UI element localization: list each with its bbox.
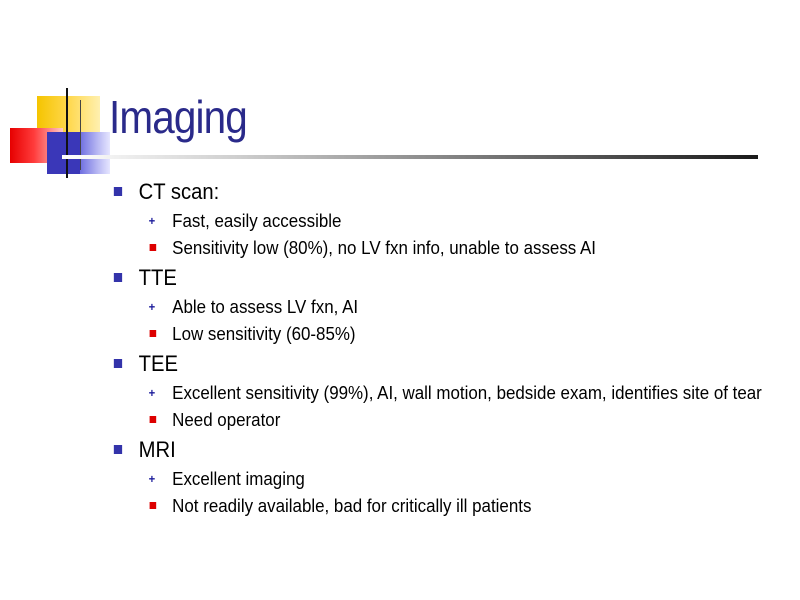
list-item-text: Not readily available, bad for critically ill patients bbox=[172, 496, 532, 516]
red-square-bullet-icon bbox=[150, 330, 157, 337]
plus-bullet-icon: + bbox=[148, 214, 156, 228]
plus-bullet-icon: + bbox=[148, 386, 156, 400]
blue-square-bullet-icon bbox=[114, 445, 122, 454]
red-square-bullet-icon bbox=[150, 502, 157, 509]
section-heading-text: TTE bbox=[138, 265, 177, 290]
blue-square-bullet-icon bbox=[114, 359, 122, 368]
decorative-lightblue-block bbox=[80, 132, 110, 174]
list-item-text: Excellent sensitivity (99%), AI, wall motion, bedside exam, identifies site of tear bbox=[172, 383, 762, 403]
list-item bbox=[112, 210, 751, 232]
decorative-blue-block bbox=[47, 132, 80, 174]
list-item-text: Sensitivity low (80%), no LV fxn info, unable to assess AI bbox=[172, 238, 597, 258]
list-item bbox=[112, 409, 751, 431]
list-item bbox=[112, 382, 762, 404]
title-underline bbox=[62, 155, 758, 159]
blue-square-bullet-icon bbox=[114, 187, 122, 196]
decorative-vertical-line-thin bbox=[80, 100, 81, 170]
list-item bbox=[112, 495, 751, 517]
blue-square-bullet-icon bbox=[114, 273, 122, 282]
section-heading-text: TEE bbox=[138, 351, 179, 376]
list-item-text: Excellent imaging bbox=[172, 469, 305, 489]
list-item bbox=[112, 468, 751, 490]
red-square-bullet-icon bbox=[150, 416, 157, 423]
red-square-bullet-icon bbox=[150, 244, 157, 251]
plus-bullet-icon: + bbox=[148, 472, 156, 486]
section-heading-text: CT scan: bbox=[138, 179, 220, 204]
decorative-vertical-line bbox=[66, 88, 68, 178]
plus-bullet-icon: + bbox=[148, 300, 156, 314]
list-item bbox=[112, 237, 751, 259]
list-item-text: Need operator bbox=[172, 410, 281, 430]
list-item bbox=[112, 323, 751, 345]
section-heading-text: MRI bbox=[138, 437, 176, 462]
bullet-list bbox=[112, 178, 792, 522]
list-item-text: Low sensitivity (60-85%) bbox=[172, 324, 356, 344]
list-item bbox=[112, 296, 751, 318]
slide-title: Imaging bbox=[109, 91, 247, 143]
section-heading bbox=[112, 350, 738, 378]
section-heading bbox=[112, 264, 738, 292]
section-heading bbox=[112, 436, 738, 464]
list-item-text: Fast, easily accessible bbox=[172, 211, 342, 231]
list-item-text: Able to assess LV fxn, AI bbox=[172, 297, 359, 317]
decorative-yellow-block bbox=[37, 96, 100, 132]
section-heading bbox=[112, 178, 738, 206]
